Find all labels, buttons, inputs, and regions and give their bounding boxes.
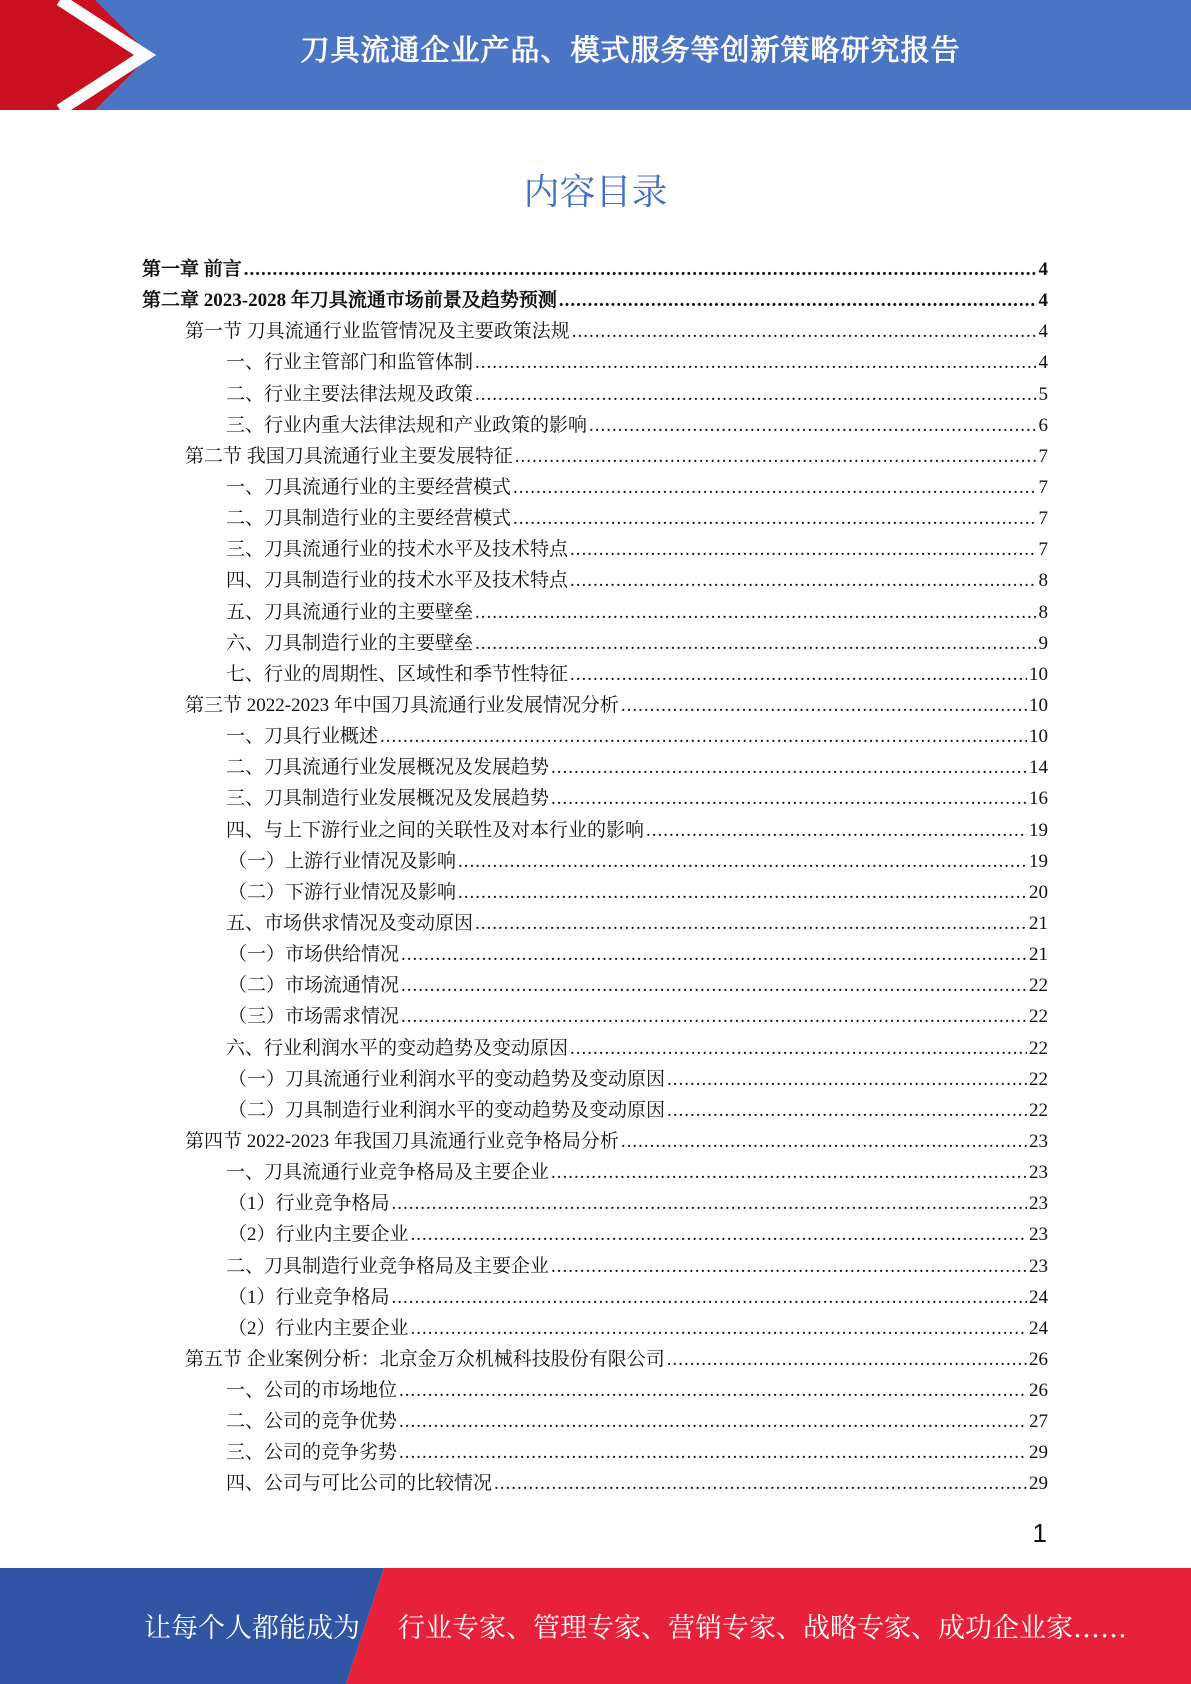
toc-entry-label: 七、行业的周期性、区域性和季节性特征 — [226, 663, 569, 685]
toc-entry-label: 第三节 2022-2023 年中国刀具流通行业发展情况分析 — [185, 694, 619, 716]
toc-entry[interactable] — [142, 472, 1048, 503]
toc-entry-page: 4 — [1038, 259, 1048, 280]
toc-entry-page: 26 — [1029, 1380, 1048, 1402]
toc-entry[interactable] — [142, 1468, 1048, 1499]
toc-dot-leader — [411, 1219, 1027, 1250]
toc-entry-page: 27 — [1029, 1411, 1048, 1433]
toc-dot-leader — [570, 659, 1027, 690]
toc-dot-leader — [399, 1437, 1027, 1468]
toc-entry-label: （2）行业内主要企业 — [228, 1317, 409, 1339]
toc-entry[interactable] — [142, 939, 1048, 970]
toc-dot-leader — [551, 783, 1027, 814]
toc-entry-page: 21 — [1029, 912, 1048, 934]
toc-entry[interactable] — [142, 970, 1048, 1001]
toc-entry-label: 三、公司的竞争劣势 — [226, 1442, 398, 1464]
toc-entry-page: 22 — [1029, 975, 1048, 997]
toc-entry-page: 10 — [1029, 694, 1048, 716]
toc-entry[interactable] — [142, 628, 1048, 659]
toc-entry[interactable] — [142, 1126, 1048, 1157]
toc-dot-leader — [551, 1251, 1027, 1282]
toc-entry-label: 一、刀具行业概述 — [226, 726, 379, 748]
toc-entry-page: 7 — [1038, 508, 1048, 530]
toc-entry-page: 8 — [1038, 570, 1048, 592]
toc-dot-leader — [589, 410, 1036, 441]
toc-entry-label: 五、市场供求情况及变动原因 — [226, 912, 474, 934]
toc-entry[interactable] — [142, 565, 1048, 596]
toc-dot-leader — [513, 503, 1036, 534]
toc-dot-leader — [411, 1313, 1027, 1344]
toc-entry[interactable] — [142, 877, 1048, 908]
toc-entry-page: 22 — [1029, 1068, 1048, 1090]
toc-dot-leader — [401, 970, 1027, 1001]
toc-entry-page: 24 — [1029, 1286, 1048, 1308]
toc-dot-leader — [570, 1033, 1027, 1064]
toc-entry[interactable] — [142, 316, 1048, 347]
toc-entry-page: 26 — [1029, 1348, 1048, 1370]
toc-entry-label: 三、行业内重大法律法规和产业政策的影响 — [226, 414, 588, 436]
toc-entry-label: （一）刀具流通行业利润水平的变动趋势及变动原因 — [228, 1068, 666, 1090]
toc-entry-label: 一、公司的市场地位 — [226, 1380, 398, 1402]
toc-entry[interactable] — [142, 534, 1048, 565]
toc-entry-label: （二）刀具制造行业利润水平的变动趋势及变动原因 — [228, 1099, 666, 1121]
toc-entry[interactable] — [142, 815, 1048, 846]
toc-dot-leader — [475, 379, 1036, 410]
footer-banner — [0, 1568, 1191, 1684]
toc-entry[interactable] — [142, 254, 1048, 285]
toc-entry[interactable] — [142, 379, 1048, 410]
toc-dot-leader — [667, 1064, 1027, 1095]
toc-entry[interactable] — [142, 503, 1048, 534]
toc-entry-label: 六、行业利润水平的变动趋势及变动原因 — [226, 1037, 569, 1059]
toc-dot-leader — [399, 1406, 1027, 1437]
toc-entry-page: 23 — [1029, 1193, 1048, 1215]
toc-entry-page: 22 — [1029, 1006, 1048, 1028]
toc-entry-page: 22 — [1029, 1037, 1048, 1059]
toc-entry-label: 三、刀具制造行业发展概况及发展趋势 — [226, 788, 550, 810]
report-title: 刀具流通企业产品、模式服务等创新策略研究报告 — [300, 33, 961, 67]
toc-entry-label: 二、刀具制造行业竞争格局及主要企业 — [226, 1255, 550, 1277]
toc-dot-leader — [458, 846, 1027, 877]
toc-dot-leader — [570, 565, 1036, 596]
toc-entry-page: 23 — [1029, 1130, 1048, 1152]
toc-entry-page: 29 — [1029, 1442, 1048, 1464]
toc-entry-label: 一、刀具流通行业的主要经营模式 — [226, 476, 512, 498]
toc-entry[interactable] — [142, 1064, 1048, 1095]
toc-entry[interactable] — [142, 410, 1048, 441]
toc-dot-leader — [475, 908, 1027, 939]
toc-entry[interactable] — [142, 1375, 1048, 1406]
toc-dot-leader — [475, 347, 1036, 378]
toc-entry-label: 四、刀具制造行业的技术水平及技术特点 — [226, 570, 569, 592]
toc-entry-page: 20 — [1029, 881, 1048, 903]
toc-entry-label: （一）上游行业情况及影响 — [228, 850, 457, 872]
toc-entry-label: （2）行业内主要企业 — [228, 1224, 409, 1246]
toc-entry[interactable] — [142, 441, 1048, 472]
toc-entry[interactable] — [142, 908, 1048, 939]
toc-entry[interactable] — [142, 1406, 1048, 1437]
toc-dot-leader — [401, 1001, 1027, 1032]
toc-entry[interactable] — [142, 752, 1048, 783]
toc-entry[interactable] — [142, 1219, 1048, 1250]
toc-entry[interactable] — [142, 1282, 1048, 1313]
toc-entry[interactable] — [142, 1001, 1048, 1032]
toc-entry-page: 6 — [1038, 414, 1048, 436]
toc-entry-label: 六、刀具制造行业的主要壁垒 — [226, 632, 474, 654]
toc-entry-label: 五、刀具流通行业的主要壁垒 — [226, 601, 474, 623]
toc-entry-label: 二、刀具流通行业发展概况及发展趋势 — [226, 757, 550, 779]
toc-dot-leader — [621, 1126, 1027, 1157]
toc-dot-leader — [392, 1282, 1027, 1313]
toc-entry-page: 7 — [1038, 445, 1048, 467]
toc-entry-label: （二）下游行业情况及影响 — [228, 881, 457, 903]
toc-entry-page: 22 — [1029, 1099, 1048, 1121]
toc-entry-page: 8 — [1038, 601, 1048, 623]
toc-entry[interactable] — [142, 1033, 1048, 1064]
toc-entry-page: 4 — [1038, 321, 1048, 343]
toc-entry-page: 5 — [1038, 383, 1048, 405]
toc-entry-label: （一）市场供给情况 — [228, 944, 400, 966]
toc-entry-label: 第一章 前言 — [142, 259, 242, 280]
toc-entry-page: 9 — [1038, 632, 1048, 654]
toc-dot-leader — [515, 441, 1037, 472]
toc-entry-page: 29 — [1029, 1473, 1048, 1495]
toc-entry[interactable] — [142, 721, 1048, 752]
toc-entry-page: 4 — [1038, 290, 1048, 312]
toc-entry-label: （二）市场流通情况 — [228, 975, 400, 997]
toc-entry-label: 四、公司与可比公司的比较情况 — [226, 1473, 493, 1495]
toc-entry-page: 10 — [1029, 663, 1048, 685]
toc-dot-leader — [392, 1188, 1027, 1219]
toc-dot-leader — [380, 721, 1027, 752]
toc-entry-page: 23 — [1029, 1162, 1048, 1184]
toc-entry[interactable] — [142, 347, 1048, 378]
toc-entry-label: 第二节 我国刀具流通行业主要发展特征 — [185, 445, 513, 467]
toc-entry-page: 19 — [1029, 819, 1048, 841]
header-banner — [0, 0, 1191, 110]
toc-entry-label: 一、刀具流通行业竞争格局及主要企业 — [226, 1162, 550, 1184]
toc-entry[interactable] — [142, 659, 1048, 690]
toc-dot-leader — [475, 628, 1036, 659]
toc-entry-page: 21 — [1029, 944, 1048, 966]
footer-slogan-left: 让每个人都能成为 — [144, 1613, 360, 1644]
toc-entry[interactable] — [142, 846, 1048, 877]
page-number: 1 — [1032, 1518, 1047, 1548]
footer-slogan-right: 行业专家、管理专家、营销专家、战略专家、成功企业家…… — [398, 1613, 1127, 1644]
toc-entry[interactable] — [142, 285, 1048, 316]
toc-entry-label: 三、刀具流通行业的技术水平及技术特点 — [226, 539, 569, 561]
toc-entry[interactable] — [142, 1095, 1048, 1126]
toc-entry-page: 19 — [1029, 850, 1048, 872]
toc-dot-leader — [244, 254, 1037, 285]
toc-dot-leader — [401, 939, 1027, 970]
toc-dot-leader — [572, 316, 1037, 347]
toc-entry-page: 7 — [1038, 539, 1048, 561]
toc-entry[interactable] — [142, 1188, 1048, 1219]
toc-entry-label: 第二章 2023-2028 年刀具流通市场前景及趋势预测 — [142, 290, 557, 312]
toc-entry-page: 24 — [1029, 1317, 1048, 1339]
toc-entry[interactable] — [142, 1344, 1048, 1375]
toc-dot-leader — [475, 597, 1036, 628]
toc-entry[interactable] — [142, 690, 1048, 721]
toc-heading: 内容目录 — [523, 172, 668, 213]
toc-entry-label: 一、行业主管部门和监管体制 — [226, 352, 474, 374]
toc-entry-label: 四、与上下游行业之间的关联性及对本行业的影响 — [226, 819, 645, 841]
toc-entry-label: 第一节 刀具流通行业监管情况及主要政策法规 — [185, 321, 570, 343]
toc-dot-leader — [559, 285, 1037, 316]
toc-entry-page: 16 — [1029, 788, 1048, 810]
toc-entry-label: 二、公司的竞争优势 — [226, 1411, 398, 1433]
toc-entry-label: 二、行业主要法律法规及政策 — [226, 383, 474, 405]
toc-entry-label: 第四节 2022-2023 年我国刀具流通行业竞争格局分析 — [185, 1130, 619, 1152]
toc-entry-label: 第五节 企业案例分析：北京金万众机械科技股份有限公司 — [185, 1348, 665, 1370]
toc-entry-page: 14 — [1029, 757, 1048, 779]
toc-entry-page: 23 — [1029, 1224, 1048, 1246]
toc-entry[interactable] — [142, 1313, 1048, 1344]
toc-dot-leader — [494, 1468, 1027, 1499]
toc-dot-leader — [621, 690, 1027, 721]
toc-entry[interactable] — [142, 597, 1048, 628]
toc-dot-leader — [667, 1344, 1027, 1375]
toc-dot-leader — [399, 1375, 1027, 1406]
toc-entry-label: （1）行业竞争格局 — [228, 1286, 390, 1308]
toc-entry-label: （三）市场需求情况 — [228, 1006, 400, 1028]
toc-entry-label: 二、刀具制造行业的主要经营模式 — [226, 508, 512, 530]
toc-list — [142, 254, 1048, 1500]
toc-entry[interactable] — [142, 1251, 1048, 1282]
toc-entry-page: 7 — [1038, 476, 1048, 498]
toc-dot-leader — [458, 877, 1027, 908]
toc-dot-leader — [667, 1095, 1027, 1126]
toc-entry[interactable] — [142, 1157, 1048, 1188]
toc-dot-leader — [513, 472, 1036, 503]
toc-entry-page: 4 — [1038, 352, 1048, 374]
toc-dot-leader — [551, 752, 1027, 783]
toc-dot-leader — [551, 1157, 1027, 1188]
toc-entry-page: 23 — [1029, 1255, 1048, 1277]
toc-entry-page: 10 — [1029, 726, 1048, 748]
toc-entry[interactable] — [142, 783, 1048, 814]
toc-dot-leader — [646, 815, 1027, 846]
toc-dot-leader — [570, 534, 1036, 565]
toc-entry[interactable] — [142, 1437, 1048, 1468]
toc-entry-label: （1）行业竞争格局 — [228, 1193, 390, 1215]
